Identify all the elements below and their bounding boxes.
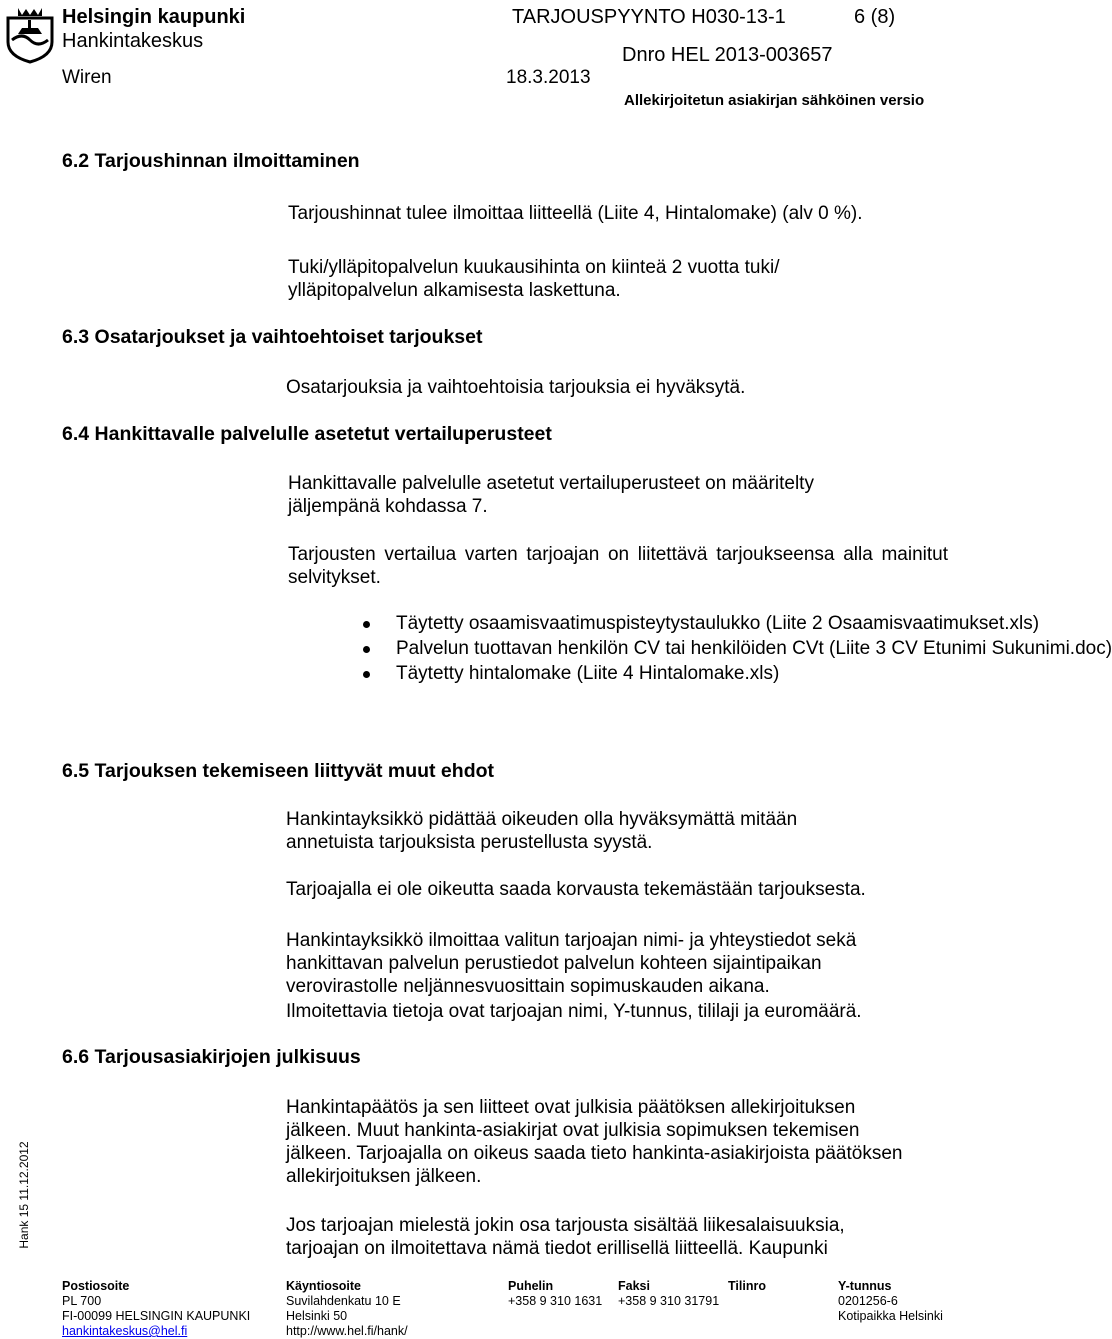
footer-fax-label: Faksi <box>618 1279 650 1293</box>
author-name: Wiren <box>62 67 112 88</box>
section-6-5-paragraph-2: Tarjoajalla ei ole oikeutta saada korvausta tekemästään tarjouksesta. <box>286 879 866 900</box>
footer-account-label: Tilinro <box>728 1279 766 1293</box>
organization-name: Helsingin kaupunki <box>62 6 246 28</box>
footer-business-id-value: 0201256-6 <box>838 1294 898 1308</box>
bullet-icon <box>363 621 370 628</box>
section-6-2-paragraph-2: Tuki/ylläpitopalvelun kuukausihinta on kiinteä 2 vuotta tuki/ ylläpitopalvelun alkamisesta laskettuna. <box>288 257 780 301</box>
footer-phone-value: +358 9 310 1631 <box>508 1294 603 1308</box>
footer-phone-label: Puhelin <box>508 1279 554 1293</box>
section-heading-6-3: 6.3 Osatarjoukset ja vaihtoehtoiset tarjoukset <box>62 326 483 348</box>
section-6-6-paragraph-1: Hankintapäätös ja sen liitteet ovat julkisia päätöksen allekirjoituksen jälkeen. Muut hankinta-asiakirjat ovat julkisia sopimuksen tekemisen jälkeen. Tarjoajalla on oikeus saada tieto hankinta-asiakirjoista päätöksen allekirjoituksen jälkeen. <box>286 1097 903 1187</box>
list-item: Palvelun tuottavan henkilön CV tai henkilöiden CVt (Liite 3 CV Etunimi Sukunimi.doc) <box>354 637 954 661</box>
section-heading-6-6: 6.6 Tarjousasiakirjojen julkisuus <box>62 1046 361 1068</box>
section-6-5-paragraph-1: Hankintayksikkö pidättää oikeuden olla hyväksymättä mitään annetuista tarjouksista perustellusta syystä. <box>286 809 798 853</box>
section-heading-6-4: 6.4 Hankittavalle palvelulle asetetut vertailuperusteet <box>62 423 552 445</box>
organization-unit: Hankintakeskus <box>62 30 204 52</box>
footer-visit-label: Käyntiosoite <box>286 1279 362 1293</box>
footer-account <box>728 1279 766 1294</box>
list-item: Täytetty hintalomake (Liite 4 Hintalomake.xls) <box>354 662 954 686</box>
footer-phone <box>508 1279 602 1309</box>
footer-website-link[interactable]: http://www.hel.fi/hank/ <box>286 1324 408 1338</box>
footer-postal-address <box>62 1279 250 1339</box>
signed-version-note: Allekirjoitetun asiakirjan sähköinen versio <box>624 92 925 109</box>
section-heading-6-2: 6.2 Tarjoushinnan ilmoittaminen <box>62 150 360 172</box>
list-item: Täytetty osaamisvaatimuspisteytystaulukko (Liite 2 Osaamisvaatimukset.xls) <box>354 612 954 636</box>
footer-postal-line2: FI-00099 HELSINGIN KAUPUNKI <box>62 1309 251 1323</box>
section-6-2-paragraph-1: Tarjoushinnat tulee ilmoittaa liitteellä (Liite 4, Hintalomake) (alv 0 %). <box>288 203 863 224</box>
document-title: TARJOUSPYYNTO H030-13-1 <box>512 6 786 28</box>
section-6-4-paragraph-2: Tarjousten vertailua varten tarjoajan on liitettävä tarjoukseensa alla mainitut selvitykset. <box>288 544 948 588</box>
helsinki-coat-of-arms-logo <box>4 2 56 64</box>
footer-domicile: Kotipaikka Helsinki <box>838 1309 943 1323</box>
section-heading-6-5: 6.5 Tarjouksen tekemiseen liittyvät muut ehdot <box>62 760 495 782</box>
footer-visit-address <box>286 1279 408 1339</box>
footer-fax-value: +358 9 310 31791 <box>618 1294 720 1308</box>
footer-visit-line2: Helsinki 50 <box>286 1309 348 1323</box>
attachment-list <box>354 612 1112 687</box>
section-6-5-paragraph-3: Hankintayksikkö ilmoittaa valitun tarjoajan nimi- ja yhteystiedot sekä hankittavan palvelun perustiedot palvelun kohteen sijaintipaikan verovirastolle neljännesvuosittain sopimuskauden aikana. <box>286 930 857 997</box>
section-6-4-paragraph-1: Hankittavalle palvelulle asetetut vertailuperusteet on määritelty jäljempänä kohdassa 7. <box>288 473 814 517</box>
footer-postal-line1: PL 700 <box>62 1294 102 1308</box>
footer-email-link[interactable]: hankintakeskus@hel.fi <box>62 1324 188 1338</box>
footer-business-id <box>838 1279 943 1324</box>
section-6-5-paragraph-4: Ilmoitettavia tietoja ovat tarjoajan nimi, Y-tunnus, tililaji ja euromäärä. <box>286 1001 862 1022</box>
footer-business-id-label: Y-tunnus <box>838 1279 892 1293</box>
page-number: 6 (8) <box>854 6 896 28</box>
form-code-side-note: Hank 15 11.12.2012 <box>17 1141 31 1249</box>
record-number: Dnro HEL 2013-003657 <box>622 44 833 66</box>
footer-fax <box>618 1279 719 1309</box>
footer-visit-line1: Suvilahdenkatu 10 E <box>286 1294 401 1308</box>
section-6-6-paragraph-2: Jos tarjoajan mielestä jokin osa tarjousta sisältää liikesalaisuuksia, tarjoajan on ilmoitettava nämä tiedot erillisellä liitteellä. Kaupunki <box>286 1215 845 1259</box>
section-6-3-paragraph-1: Osatarjouksia ja vaihtoehtoisia tarjouksia ei hyväksytä. <box>286 377 746 398</box>
bullet-icon <box>363 646 370 653</box>
document-date: 18.3.2013 <box>506 67 591 88</box>
footer-postal-label: Postiosoite <box>62 1279 130 1293</box>
bullet-icon <box>363 671 370 678</box>
